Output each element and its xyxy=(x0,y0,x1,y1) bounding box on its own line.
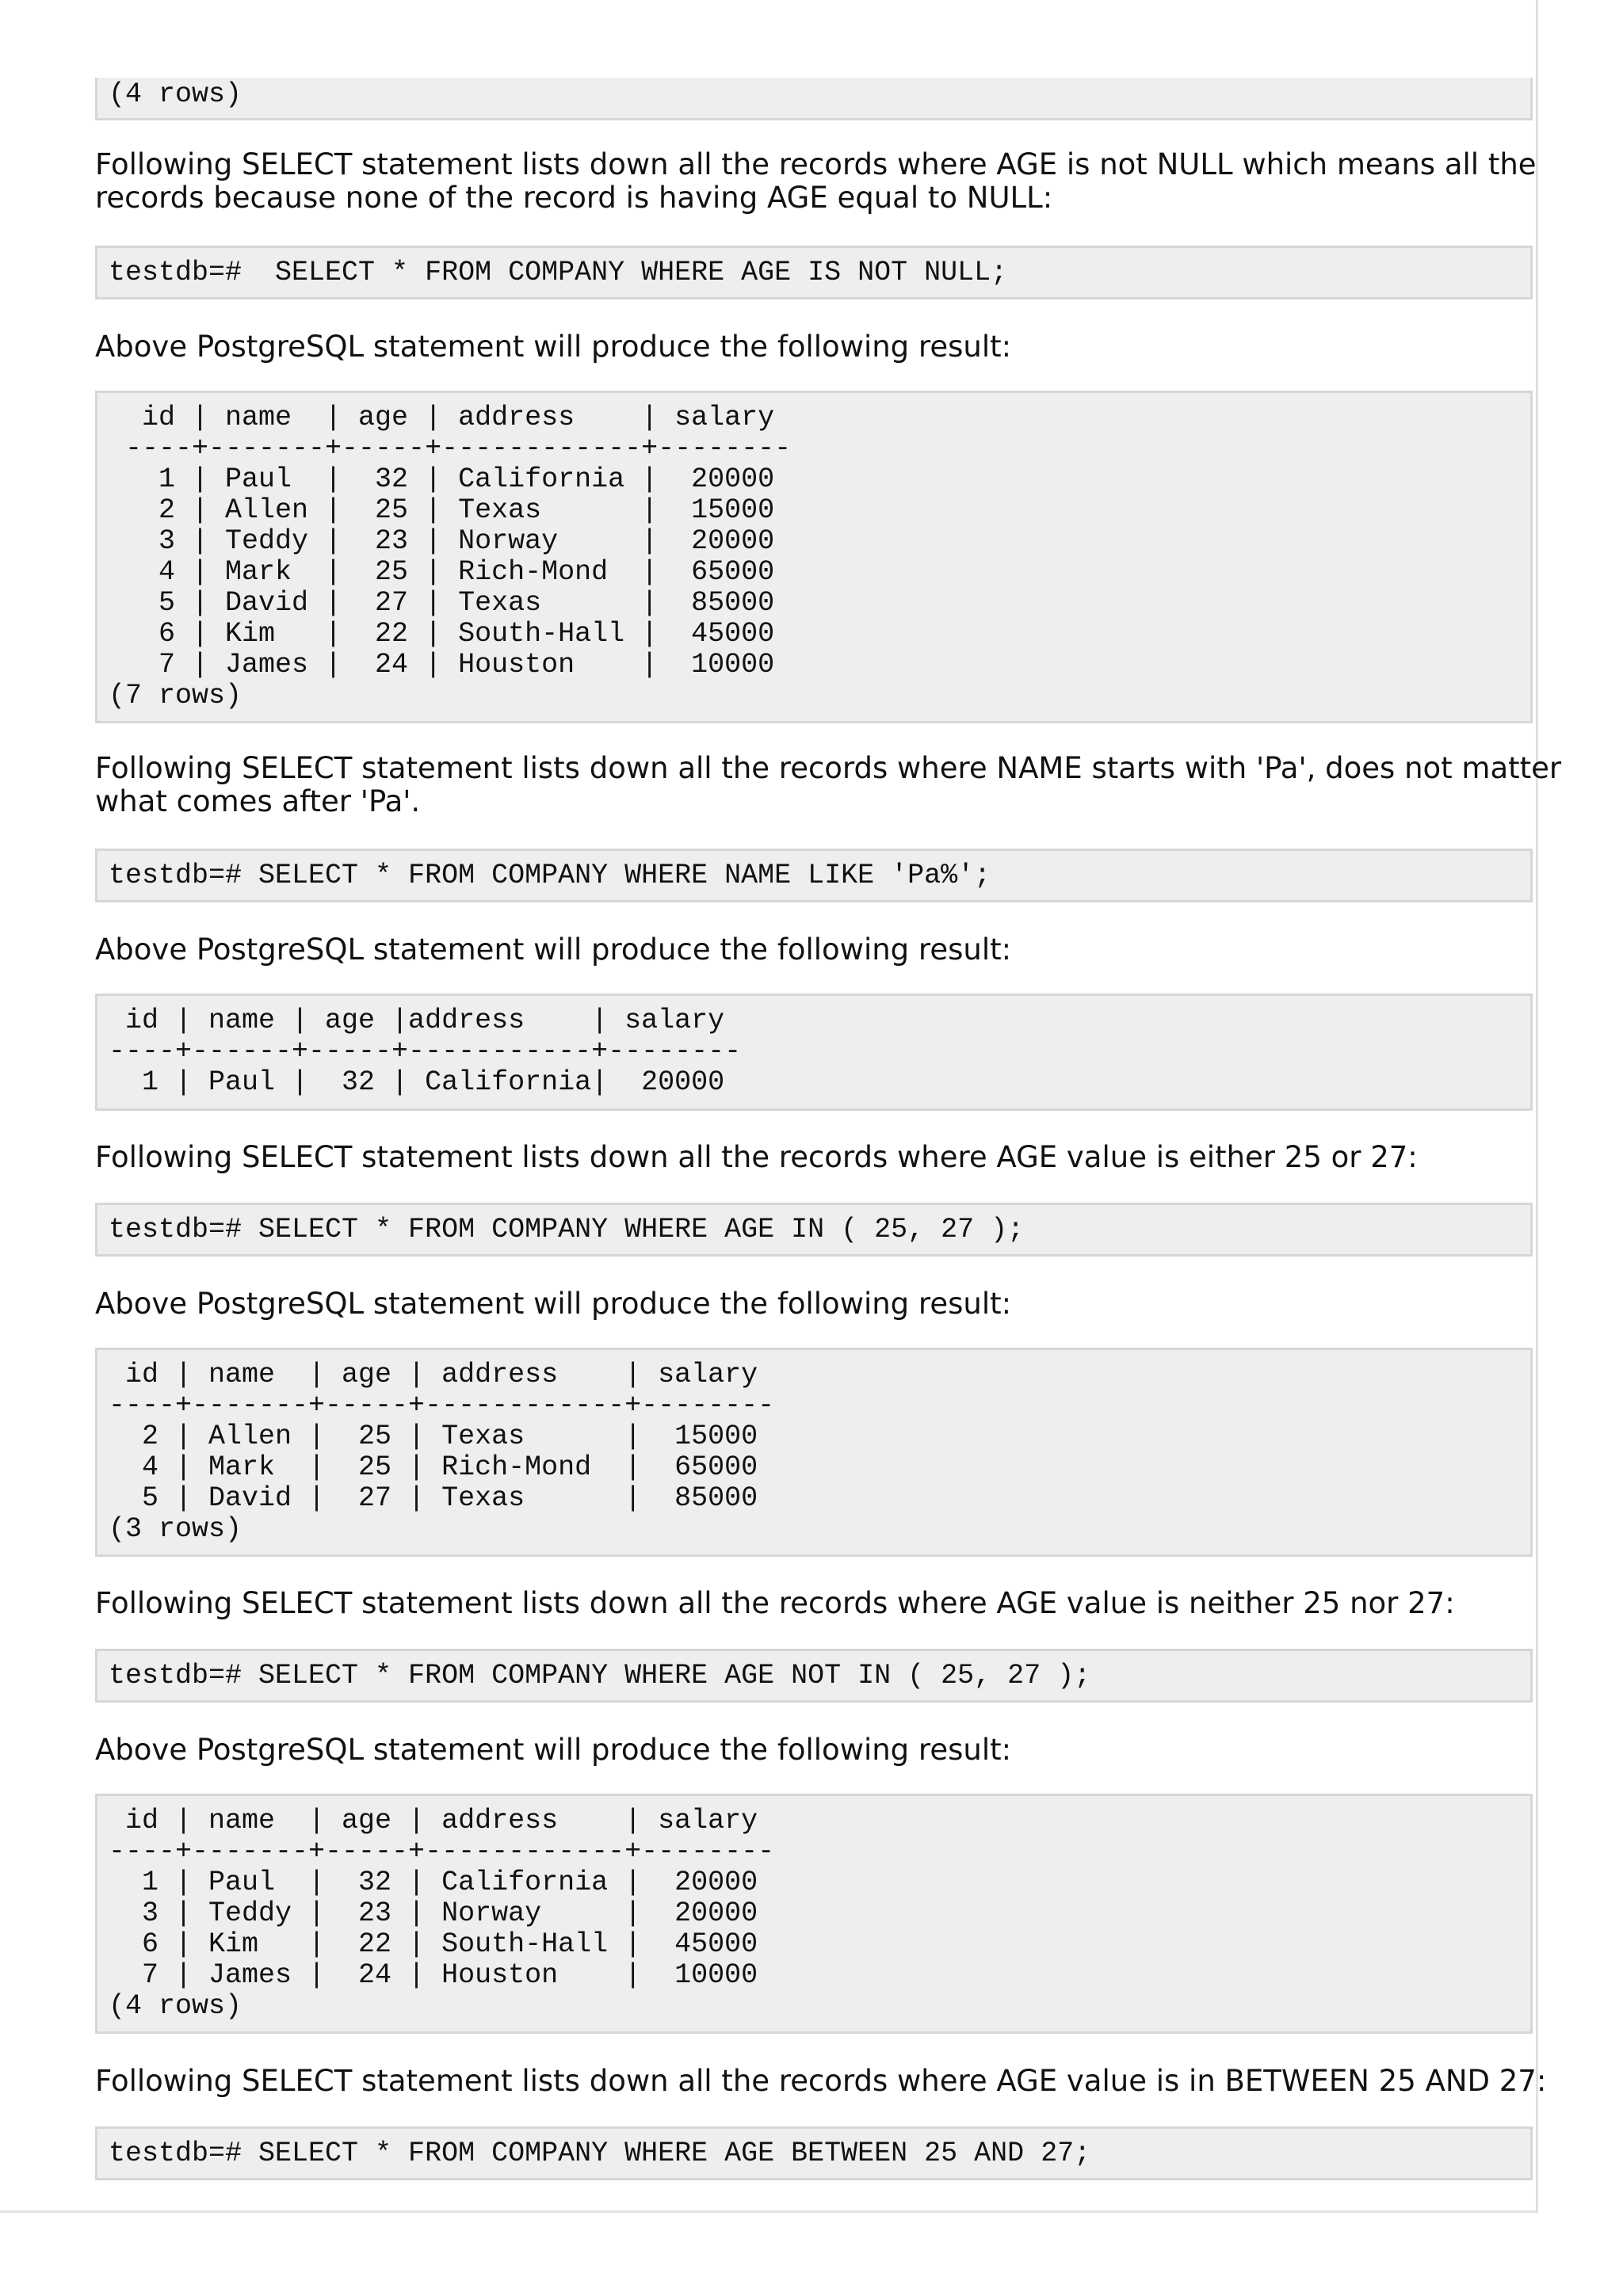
result-block-paul: id | name | age |address | salary ----+------+-----+-----------+-------- 1 | Paul | 32 | California| 20000 xyxy=(95,994,1533,1111)
paragraph-between-intro: Following SELECT statement lists down all the records where AGE value is in BETWEEN 25 AND 27: xyxy=(95,2064,1547,2098)
paragraph-like-intro: Following SELECT statement lists down all the records where NAME starts with 'Pa', does not matter what comes after 'Pa'. xyxy=(95,751,1562,818)
paragraph-result-intro-2: Above PostgreSQL statement will produce the following result: xyxy=(95,933,1012,967)
result-block-3-rows: id | name | age | address | salary ----+-------+-----+------------+-------- 2 | Allen | 25 | Texas | 15000 4 | Mark | 25 | Rich-Mond | 65000 5 | David | 27 | Texas | 85000 (3 rows) xyxy=(95,1348,1533,1557)
query-age-in: testdb=# SELECT * FROM COMPANY WHERE AGE IN ( 25, 27 ); xyxy=(95,1203,1533,1257)
result-block-4-rows-tail: (4 rows) xyxy=(95,78,1533,120)
result-block-4-rows: id | name | age | address | salary ----+-------+-----+------------+-------- 1 | Paul | 32 | California | 20000 3 | Teddy | 23 | Norway | 20000 6 | Kim | 22 | South-Hall | 45000 7 | James | 24 | Houston | 10000 (4 rows) xyxy=(95,1794,1533,2034)
query-name-like: testdb=# SELECT * FROM COMPANY WHERE NAME LIKE 'Pa%'; xyxy=(95,849,1533,902)
paragraph-not-in-intro: Following SELECT statement lists down all the records where AGE value is neither 25 nor 27: xyxy=(95,1586,1455,1620)
query-age-not-in: testdb=# SELECT * FROM COMPANY WHERE AGE NOT IN ( 25, 27 ); xyxy=(95,1649,1533,1703)
paragraph-result-intro-4: Above PostgreSQL statement will produce the following result: xyxy=(95,1733,1012,1767)
paragraph-not-null-intro: Following SELECT statement lists down all the records where AGE is not NULL which means all the records because none of the record is having AGE equal to NULL: xyxy=(95,147,1537,215)
query-not-null: testdb=# SELECT * FROM COMPANY WHERE AGE IS NOT NULL; xyxy=(95,246,1533,299)
result-block-7-rows: id | name | age | address | salary ----+-------+-----+------------+-------- 1 | Paul | 32 | California | 20000 2 | Allen | 25 | Texas | 15000 3 | Teddy | 23 | Norway | 20000 4 | Mark | 25 | Rich-Mond | 65000 5 | David | 27 | Texas | 85000 6 | Kim | 22 | South-Hall | 45000 7 | James | 24 | Houston | 10000 (7 rows) xyxy=(95,391,1533,723)
paragraph-result-intro-1: Above PostgreSQL statement will produce the following result: xyxy=(95,330,1012,364)
paragraph-result-intro-3: Above PostgreSQL statement will produce the following result: xyxy=(95,1287,1012,1321)
query-age-between: testdb=# SELECT * FROM COMPANY WHERE AGE BETWEEN 25 AND 27; xyxy=(95,2126,1533,2180)
paragraph-in-intro: Following SELECT statement lists down all the records where AGE value is either 25 or 27: xyxy=(95,1140,1418,1174)
